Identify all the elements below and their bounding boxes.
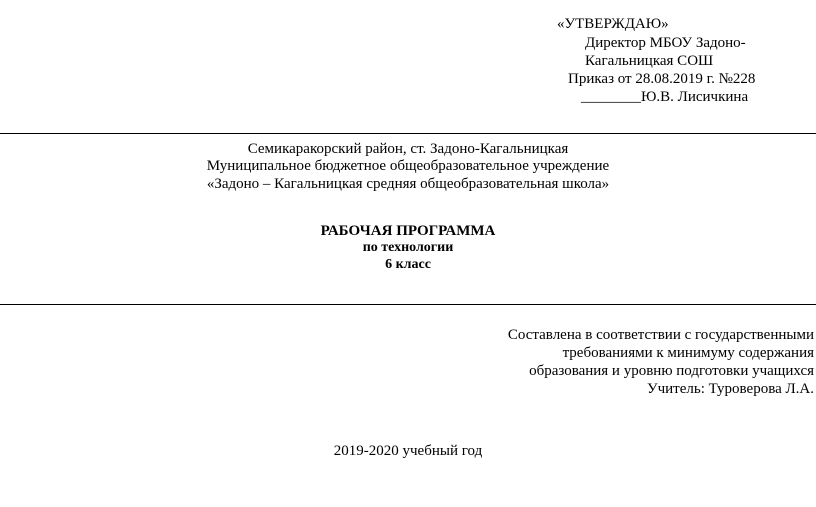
approval-signature: ________Ю.В. Лисичкина — [581, 89, 749, 105]
compliance-line1: Составлена в соответствии с государственными — [507, 327, 814, 343]
top-divider — [0, 133, 816, 134]
program-grade: 6 класс — [385, 257, 431, 272]
approval-position-line2: Кагальницкая СОШ — [585, 53, 714, 69]
program-title: РАБОЧАЯ ПРОГРАММА — [320, 223, 496, 239]
academic-year: 2019-2020 учебный год — [333, 443, 483, 459]
compliance-line2: требованиями к минимуму содержания — [562, 345, 814, 361]
compliance-line3: образования и уровню подготовки учащихся — [529, 363, 814, 379]
compliance-teacher: Учитель: Туроверова Л.А. — [646, 381, 814, 397]
bottom-divider — [0, 304, 816, 305]
approval-position-line1: Директор МБОУ Задоно- — [585, 35, 746, 51]
institution-type: Муниципальное бюджетное общеобразовательное учреждение — [206, 158, 610, 174]
institution-name: «Задоно – Кагальницкая средняя общеобразовательная школа» — [206, 176, 610, 192]
institution-location: Семикаракорский район, ст. Задоно-Кагальницкая — [247, 141, 569, 157]
approval-heading: «УТВЕРЖДАЮ» — [557, 16, 669, 32]
approval-order: Приказ от 28.08.2019 г. №228 — [568, 71, 756, 87]
program-subject: по технологии — [362, 240, 454, 255]
